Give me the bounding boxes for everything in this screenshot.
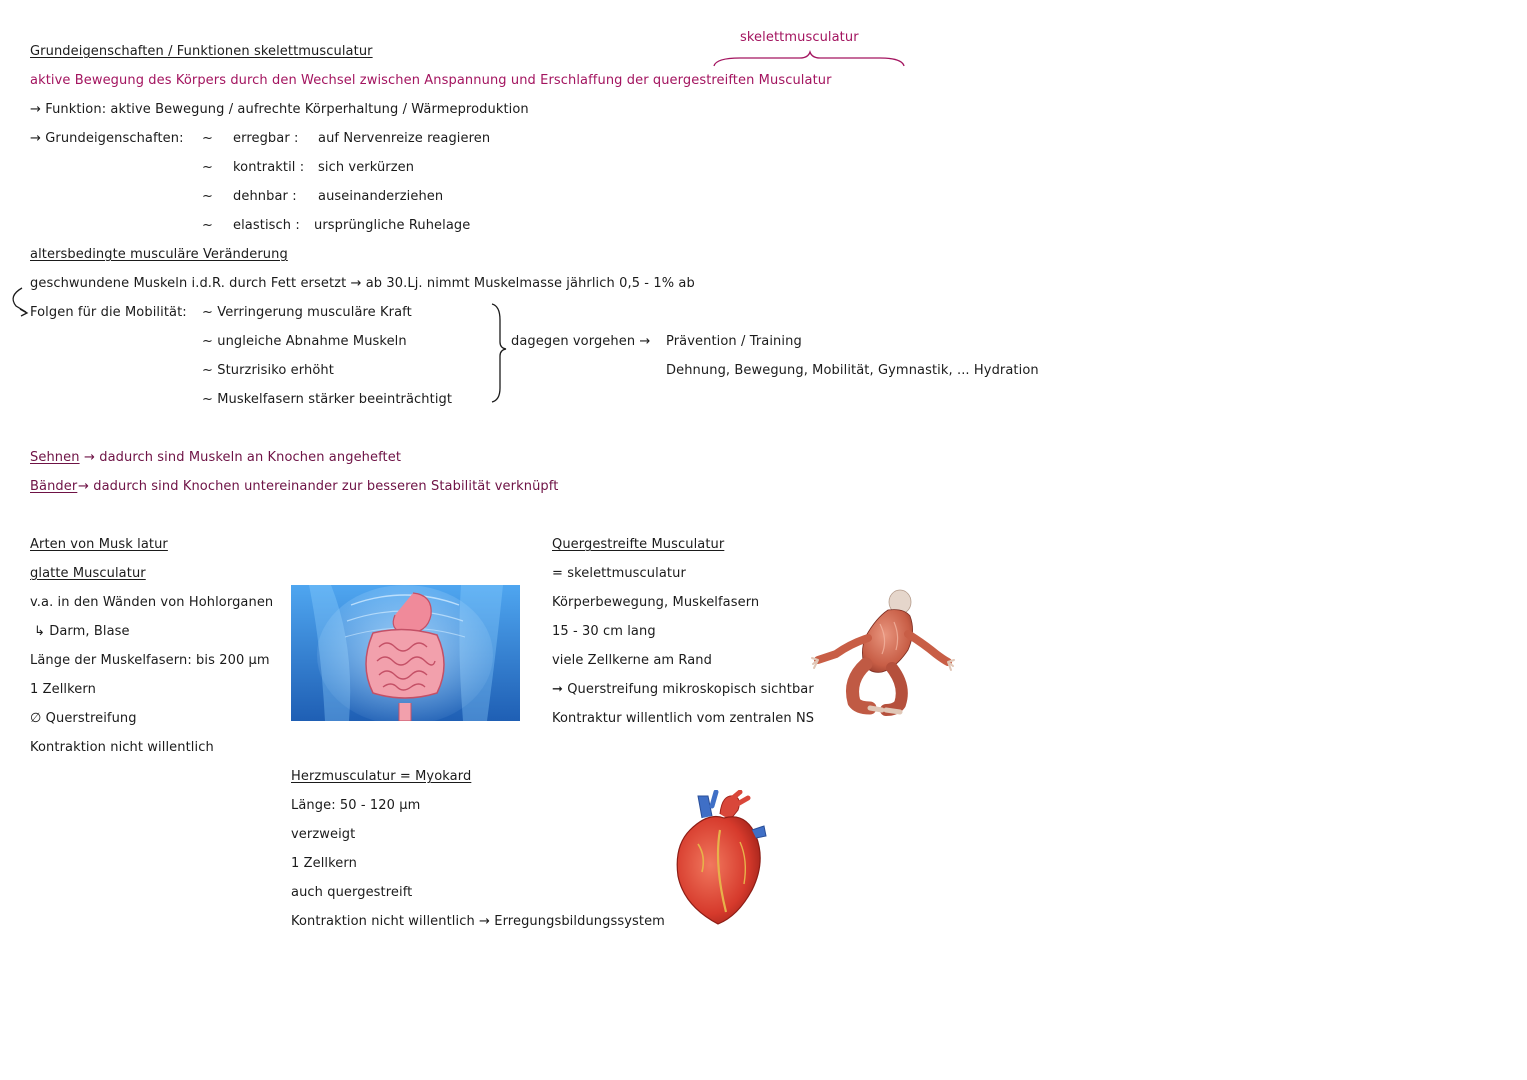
consequences-label: Folgen für die Mobilität: <box>30 305 187 320</box>
property-bullet: ~ <box>202 189 213 204</box>
striated-line: Körperbewegung, Muskelfasern <box>552 595 760 610</box>
function-line: → Funktion: aktive Bewegung / aufrechte Körperhaltung / Wärmeproduktion <box>30 102 529 117</box>
cardiac-line: 1 Zellkern <box>291 856 357 871</box>
smooth-line: v.a. in den Wänden von Hohlorganen <box>30 595 274 610</box>
property-desc: ursprüngliche Ruhelage <box>314 218 471 233</box>
smooth-title: glatte Musculatur <box>30 566 146 581</box>
ligaments-term: Bänder <box>30 479 78 494</box>
property-bullet: ~ <box>202 218 213 233</box>
property-desc: auf Nervenreize reagieren <box>318 131 491 146</box>
smooth-line: Länge der Muskelfasern: bis 200 µm <box>30 653 270 668</box>
striated-line: ➞ Querstreifung mikroskopisch sichtbar <box>552 682 814 697</box>
cardiac-title: Herzmusculatur = Myokard <box>291 769 472 784</box>
cardiac-line: Länge: 50 - 120 µm <box>291 798 421 813</box>
tendons-desc: → dadurch sind Muskeln an Knochen angeheftet <box>84 450 402 465</box>
property-term: kontraktil : <box>233 160 305 175</box>
properties-intro: → Grundeigenschaften: <box>30 131 184 146</box>
property-term: erregbar : <box>233 131 299 146</box>
property-term: elastisch : <box>233 218 300 233</box>
consequence-item: ~ Muskelfasern stärker beeinträchtigt <box>202 392 453 407</box>
smooth-line: ↳ Darm, Blase <box>34 624 130 639</box>
skeletal-label: skelettmusculatur <box>740 30 859 45</box>
property-term: dehnbar : <box>233 189 297 204</box>
striated-line: = skelettmusculatur <box>552 566 686 581</box>
property-bullet: ~ <box>202 131 213 146</box>
property-bullet: ~ <box>202 160 213 175</box>
aging-heading: altersbedingte musculäre Veränderung <box>30 247 288 262</box>
striated-title: Quergestreifte Musculatur <box>552 537 725 552</box>
types-heading: Arten von Musk latur <box>30 537 168 552</box>
counter-label: dagegen vorgehen → <box>511 334 651 349</box>
striated-line: Kontraktur willentlich vom zentralen NS <box>552 711 815 726</box>
muscle-body-illustration <box>810 588 956 718</box>
property-desc: sich verkürzen <box>318 160 415 175</box>
consequence-item: ~ Verringerung musculäre Kraft <box>202 305 412 320</box>
tendons-term: Sehnen <box>30 450 80 465</box>
consequence-item: ~ Sturzrisiko erhöht <box>202 363 334 378</box>
property-desc: auseinanderziehen <box>318 189 444 204</box>
counter-detail: Dehnung, Bewegung, Mobilität, Gymnastik, ... Hydration <box>666 363 1039 378</box>
smooth-line: 1 Zellkern <box>30 682 96 697</box>
cardiac-line: verzweigt <box>291 827 356 842</box>
counter-main: Prävention / Training <box>666 334 802 349</box>
definition-line: aktive Bewegung des Körpers durch den Wechsel zwischen Anspannung und Erschlaffung der quergestreiften Musculatur <box>30 73 832 88</box>
consequence-item: ~ ungleiche Abnahme Muskeln <box>202 334 407 349</box>
cardiac-line: auch quergestreift <box>291 885 413 900</box>
smooth-line: ∅ Querstreifung <box>30 711 137 726</box>
page-title: Grundeigenschaften / Funktionen skelettmusculatur <box>30 44 373 59</box>
smooth-line: Kontraktion nicht willentlich <box>30 740 214 755</box>
intestine-illustration <box>291 585 520 721</box>
cardiac-line: Kontraktion nicht willentlich → Erregungsbildungssystem <box>291 914 665 929</box>
striated-line: 15 - 30 cm lang <box>552 624 656 639</box>
aging-line: geschwundene Muskeln i.d.R. durch Fett ersetzt → ab 30.Lj. nimmt Muskelmasse jährlich 0,5 - 1% ab <box>30 276 695 291</box>
heart-illustration <box>668 790 772 930</box>
striated-line: viele Zellkerne am Rand <box>552 653 712 668</box>
ligaments-desc: → dadurch sind Knochen untereinander zur besseren Stabilität verknüpft <box>78 479 559 494</box>
